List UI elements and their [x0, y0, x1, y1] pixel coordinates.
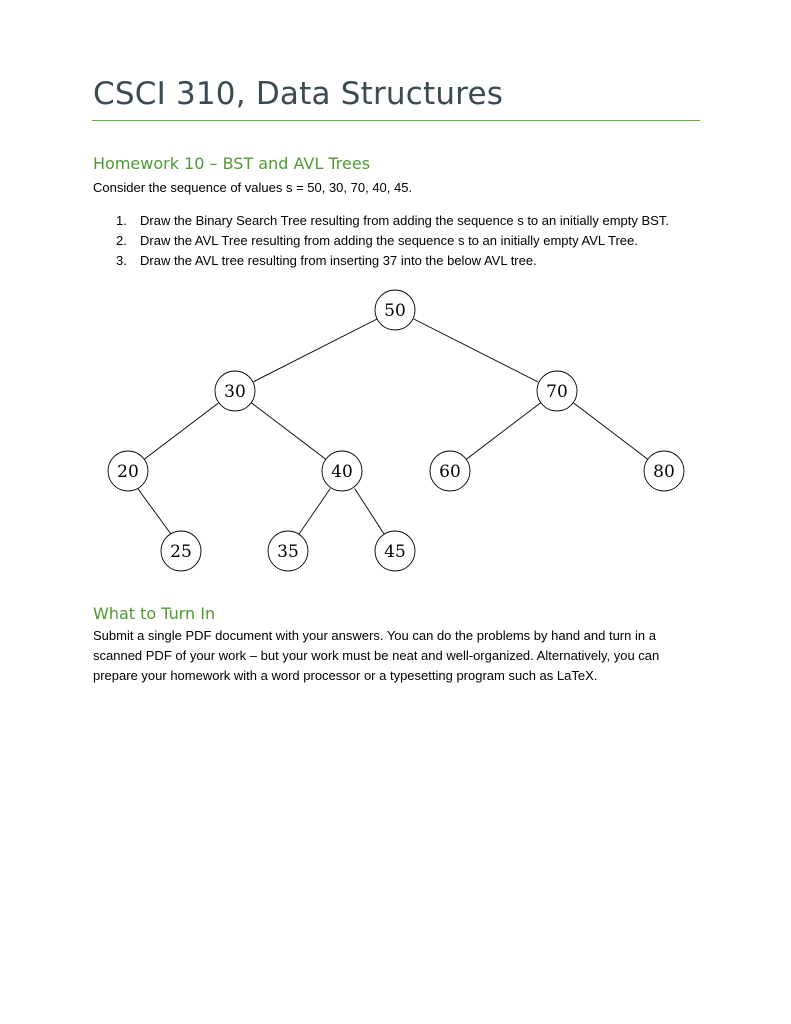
tree-node-label: 35	[277, 542, 299, 562]
tree-node-label: 40	[331, 462, 353, 482]
tree-node-label: 60	[439, 462, 461, 482]
tree-edges	[138, 319, 648, 535]
turn-in-line: prepare your homework with a word processor or a typesetting program such as LaTeX.	[93, 668, 598, 683]
tree-edge-50-30	[253, 319, 378, 382]
problem-number: 2.	[116, 233, 127, 248]
page-title: CSCI 310, Data Structures	[93, 76, 504, 112]
turn-in-text	[93, 626, 659, 686]
problem-text: Draw the Binary Search Tree resulting from adding the sequence s to an initially empty BST.	[140, 213, 669, 228]
tree-node-label: 25	[170, 542, 192, 562]
tree-node-label: 45	[384, 542, 406, 562]
tree-edge-30-40	[251, 403, 325, 459]
tree-edge-20-25	[138, 488, 172, 534]
intro-text: Consider the sequence of values s = 50, 30, 70, 40, 45.	[93, 180, 413, 195]
tree-labels	[117, 301, 675, 562]
tree-edge-30-20	[144, 403, 218, 459]
tree-edge-40-35	[299, 488, 331, 534]
tree-node-label: 30	[224, 382, 246, 402]
turn-in-heading: What to Turn In	[93, 604, 216, 623]
problem-number: 3.	[116, 253, 127, 268]
tree-node-label: 50	[384, 301, 406, 321]
tree-node-label: 80	[653, 462, 675, 482]
tree-edge-70-60	[467, 403, 541, 459]
problem-number: 1.	[116, 213, 127, 228]
homework-heading: Homework 10 – BST and AVL Trees	[93, 154, 371, 173]
problem-text: Draw the AVL tree resulting from inserting 37 into the below AVL tree.	[140, 253, 537, 268]
turn-in-line: Submit a single PDF document with your answers. You can do the problems by hand and turn in a	[93, 628, 656, 643]
tree-node-label: 70	[546, 382, 568, 402]
tree-edge-40-45	[355, 488, 385, 534]
problem-text: Draw the AVL Tree resulting from adding the sequence s to an initially empty AVL Tree.	[140, 233, 638, 248]
turn-in-line: scanned PDF of your work – but your work must be neat and well-organized. Alternatively, you can	[93, 648, 660, 663]
tree-edge-50-70	[414, 319, 538, 382]
tree-node-label: 20	[117, 462, 139, 482]
tree-edge-70-80	[574, 403, 648, 459]
tree-nodes	[108, 290, 684, 571]
